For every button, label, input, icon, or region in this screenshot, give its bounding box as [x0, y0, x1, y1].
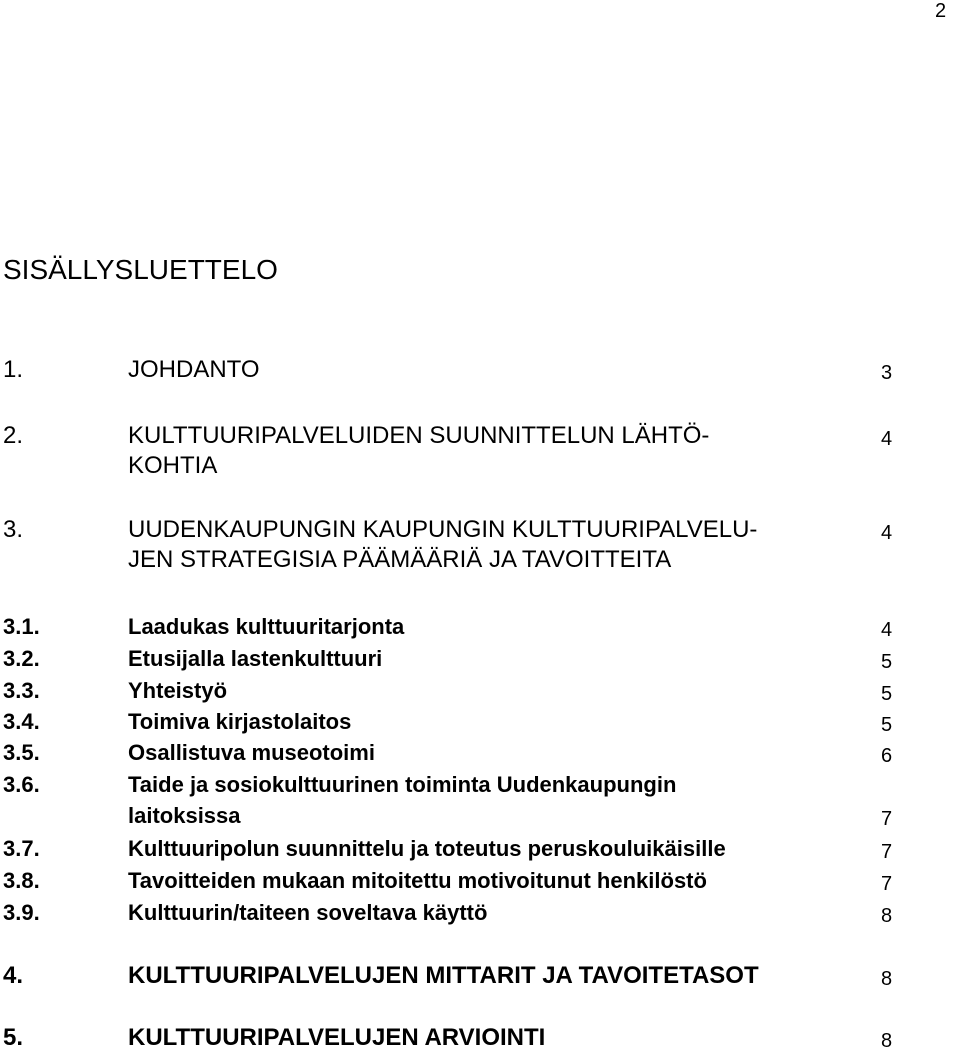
- toc-entry-page: 4: [881, 428, 893, 450]
- toc-entry-title[interactable]: JOHDANTO: [128, 356, 260, 383]
- toc-entry-title-line2[interactable]: JEN STRATEGISIA PÄÄMÄÄRIÄ JA TAVOITTEITA: [128, 546, 672, 573]
- toc-entry-title[interactable]: Kulttuurin/taiteen soveltava käyttö: [128, 900, 488, 925]
- toc-entry-page: 5: [881, 714, 893, 736]
- toc-entry-page: 8: [881, 905, 893, 927]
- toc-entry-number: 4.: [3, 962, 24, 989]
- toc-entry-page: 5: [881, 683, 893, 705]
- toc-entry-page: 7: [881, 873, 893, 895]
- toc-entry-number: 3.5.: [3, 740, 40, 765]
- toc-entry-number: 1.: [3, 356, 24, 383]
- toc-entry-number: 3.6.: [3, 772, 40, 797]
- toc-entry-title[interactable]: Osallistuva museotoimi: [128, 740, 375, 765]
- toc-entry-title[interactable]: KULTTUURIPALVELUJEN MITTARIT JA TAVOITETASOT: [128, 962, 759, 989]
- toc-entry-title[interactable]: UUDENKAUPUNGIN KAUPUNGIN KULTTUURIPALVELU-: [128, 516, 758, 543]
- toc-entry-number: 3.1.: [3, 614, 40, 639]
- page-number: 2: [935, 0, 947, 22]
- toc-entry-title-line2[interactable]: laitoksissa: [128, 803, 241, 828]
- toc-entry-page: 8: [881, 1030, 893, 1052]
- toc-entry-number: 3.: [3, 516, 24, 543]
- toc-entry-title[interactable]: KULTTUURIPALVELUJEN ARVIOINTI: [128, 1024, 546, 1051]
- toc-entry-number: 3.2.: [3, 646, 40, 671]
- toc-entry-number: 3.7.: [3, 836, 40, 861]
- toc-entry-title[interactable]: Tavoitteiden mukaan mitoitettu motivoitunut henkilöstö: [128, 868, 707, 893]
- toc-entry-title[interactable]: Toimiva kirjastolaitos: [128, 709, 352, 734]
- toc-entry-page: 4: [881, 619, 893, 641]
- toc-entry-number: 5.: [3, 1024, 24, 1051]
- toc-entry-title[interactable]: Laadukas kulttuuritarjonta: [128, 614, 405, 639]
- toc-entry-title[interactable]: KULTTUURIPALVELUIDEN SUUNNITTELUN LÄHTÖ-: [128, 422, 710, 449]
- toc-entry-page: 3: [881, 362, 893, 384]
- toc-entry-number: 2.: [3, 422, 24, 449]
- toc-entry-page: 8: [881, 968, 893, 990]
- toc-entry-title[interactable]: Etusijalla lastenkulttuuri: [128, 646, 383, 671]
- toc-entry-title[interactable]: Taide ja sosiokulttuurinen toiminta Uudenkaupungin: [128, 772, 677, 797]
- toc-entry-number: 3.8.: [3, 868, 40, 893]
- toc-entry-title-line2[interactable]: KOHTIA: [128, 452, 218, 479]
- toc-entry-page: 7: [881, 841, 893, 863]
- toc-entry-number: 3.9.: [3, 900, 40, 925]
- toc-entry-title[interactable]: Yhteistyö: [128, 678, 228, 703]
- toc-entry-page: 5: [881, 651, 893, 673]
- toc-entry-number: 3.4.: [3, 709, 40, 734]
- toc-entry-number: 3.3.: [3, 678, 40, 703]
- page-title: SISÄLLYSLUETTELO: [3, 254, 278, 285]
- toc-entry-page: 7: [881, 808, 893, 830]
- toc-entry-title[interactable]: Kulttuuripolun suunnittelu ja toteutus peruskouluikäisille: [128, 836, 726, 861]
- toc-entry-page: 4: [881, 522, 893, 544]
- toc-entry-page: 6: [881, 745, 893, 767]
